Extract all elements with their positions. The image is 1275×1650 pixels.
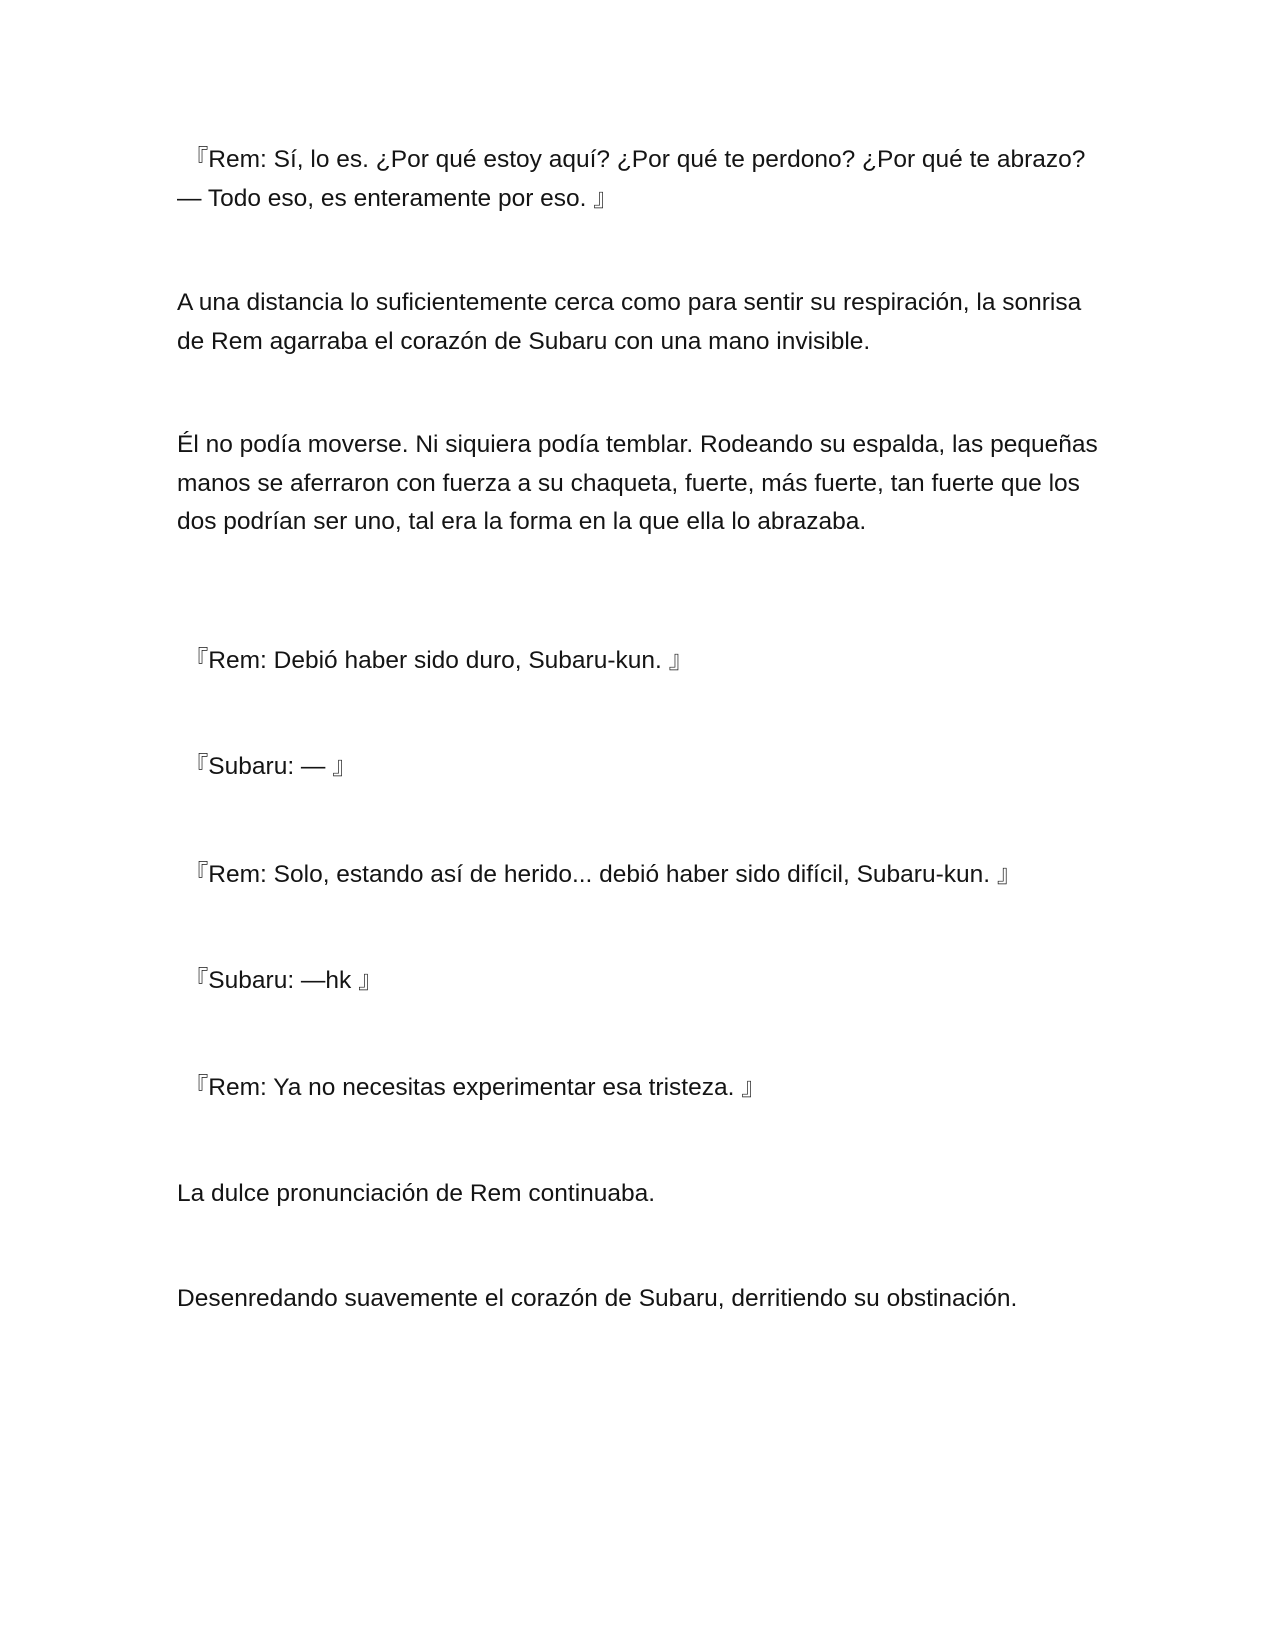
dialogue-rem-3: 『Rem: Solo, estando así de herido... debió haber sido difícil, Subaru-kun. 』 [177, 861, 1022, 888]
dialogue-rem-4: 『Rem: Ya no necesitas experimentar esa tristeza. 』 [177, 1074, 766, 1101]
narration-paragraph-3: La dulce pronunciación de Rem continuaba. [177, 1180, 656, 1207]
narration-paragraph-1: A una distancia lo suficientemente cerca como para sentir su respiración, la sonrisa de Rem agarraba el corazón de Subaru con una mano invisible. [177, 289, 1082, 355]
dialogue-rem-2: 『Rem: Debió haber sido duro, Subaru-kun. 』 [177, 647, 694, 674]
dialogue-subaru-1: 『Subaru: — 』 [177, 753, 357, 780]
dialogue-rem-1: 『Rem: Sí, lo es. ¿Por qué estoy aquí? ¿Por qué te perdono? ¿Por qué te abrazo? — Todo eso, es enteramente por eso. 』 [177, 146, 1093, 212]
narration-paragraph-2: Él no podía moverse. Ni siquiera podía temblar. Rodeando su espalda, las pequeñas manos se aferraron con fuerza a su chaqueta, fuerte, más fuerte, tan fuerte que los dos podrían ser uno, tal era la forma en la que ella lo abrazaba. [177, 431, 1098, 535]
dialogue-subaru-2: 『Subaru: —hk 』 [177, 967, 383, 994]
narration-paragraph-4: Desenredando suavemente el corazón de Subaru, derritiendo su obstinación. [177, 1285, 1018, 1312]
